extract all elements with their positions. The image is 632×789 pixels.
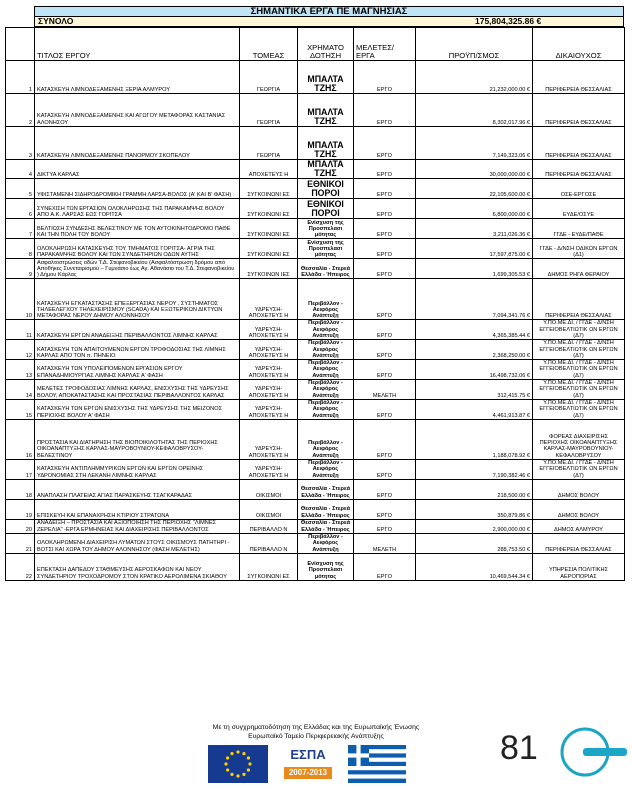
- table-row: [6, 199, 625, 219]
- cell-number: 1: [6, 61, 35, 94]
- cell-funding: Περιβάλλον - Αειφόρος Ανάπτυξη: [298, 320, 354, 340]
- cell-number: 7: [6, 219, 35, 239]
- table-row: [6, 499, 625, 519]
- cell-budget: 6,800,000.00 €: [416, 199, 533, 219]
- cell-study: ΕΡΓΟ: [354, 519, 416, 533]
- table-row: [6, 360, 625, 380]
- projects-table: [5, 27, 625, 581]
- cell-number: 2: [6, 94, 35, 127]
- cell-budget: 17,597,875.00 €: [416, 239, 533, 259]
- cell-budget: 22,105,600.00 €: [416, 179, 533, 199]
- cell-sector: ΥΔΡΕΥΣΗ- ΑΠΟΧΕΤΕΥΣ Η: [240, 459, 298, 479]
- cell-sector: ΑΠΟΧΕΤΕΥΣ Η: [240, 160, 298, 179]
- cell-owner: ΔΗΜΟΣ ΑΛΜΥΡΟΥ: [533, 519, 625, 533]
- cell-study: ΕΡΓΟ: [354, 419, 416, 459]
- cell-budget: 288,753.50 €: [416, 533, 533, 553]
- cell-funding: Θεσσαλία - Στερεά Ελλάδα - Ήπειρος: [298, 499, 354, 519]
- cell-number: 21: [6, 533, 35, 553]
- cell-owner: ΕΥΔΕ/ΟΣΥΕ: [533, 199, 625, 219]
- cell-funding: Ενίσχυση της Προσπελασι μότητας: [298, 219, 354, 239]
- cell-title: ΑΝΑΔΕΙΞΗ – ΠΡΟΣΤΑΣΙΑ ΚΑΙ ΑΞΙΟΠΟΙΗΣΗ ΤΗΣ ΠΕΡΙΟΧΗΣ "ΛΙΜΝΕΣ ΖΕΡΕΛΙΑ" -ΕΡΓΑ ΕΡΜΗΝΕΙΑΣ ΚΑΙ ΔΙΑΧΕΙΡΙΣΗΣ ΠΕΡΙΒΑΛΛΟΝΤΟΣ: [35, 519, 240, 533]
- cell-funding: Ενίσχυση της Προσπελασι μότητας: [298, 553, 354, 580]
- table-row: [6, 459, 625, 479]
- cell-number: 15: [6, 399, 35, 419]
- cell-title: ΚΑΤΑΣΚΕΥΗ ΛΙΜΝΟΔΕΞΑΜΕΝΗΣ ΠΑΝΟΡΜΟΥ ΣΚΟΠΕΛΟΥ: [35, 127, 240, 160]
- cell-owner: ΥΠΗΡΕΣΙΑ ΠΟΛΙΤΙΚΗΣ ΑΕΡΟΠΟΡΙΑΣ: [533, 553, 625, 580]
- espa-logo-name: ΕΣΠΑ: [290, 747, 326, 762]
- cell-owner: Υ.ΠΟ.ΜΕ.ΔΙ. / ΓΓΔΕ - Δ/ΝΣΗ ΕΓΓΕΙΟΒΕΛΤΙΩΤΙΚ ΩΝ ΕΡΓΩΝ (Δ7): [533, 360, 625, 380]
- cell-title: ΟΛΟΚΛΗΡΩΜΕΝΗ ΔΙΑΧΕΙΡΙΣΗ ΛΥΜΑΤΩΝ ΣΤΟΥΣ ΟΙΚΙΣΜΟΥΣ ΠΑΤΗΤΗΡΙ - ΒΟΤΣΙ ΚΑΙ ΧΩΡΑ ΤΟΥ ΔΗΜΟΥ ΑΛΟΝΝΗΣΟΥ (ΦΑΣΗ ΜΕΛΕΤΗΣ): [35, 533, 240, 553]
- cell-title: ΕΠΙΣΚΕΥΗ ΚΑΙ ΕΠΑΝΑΧΡΗΣΗ ΚΤΙΡΙΟΥ ΣΤΡΑΤΩΝΑ: [35, 499, 240, 519]
- cell-funding: Περιβάλλον - Αειφόρος Ανάπτυξη: [298, 399, 354, 419]
- cell-budget: 10,469,544.34 €: [416, 553, 533, 580]
- cell-funding: ΜΠΑΛΤΑ ΤΖΗΣ: [298, 127, 354, 160]
- cell-funding: ΜΠΑΛΤΑ ΤΖΗΣ: [298, 94, 354, 127]
- table-row: [6, 340, 625, 360]
- cell-funding: Θεσσαλία - Στερεά Ελλάδα - Ήπειρος: [298, 479, 354, 499]
- cell-title: ΚΑΤΑΣΚΕΥΗ ΤΩΝ ΑΠΑΙΤΟΥΜΕΝΩΝ ΕΡΓΩΝ ΤΡΟΦΟΔΟΣΙΑΣ ΤΗΣ ΛΙΜΝΗΣ ΚΑΡΛΑΣ ΑΠΟ ΤΟΝ π. ΠΗΝΕΙΟ: [35, 340, 240, 360]
- cell-number: 5: [6, 179, 35, 199]
- cell-title: Ασφαλτοστρώσεις οδών Τ.Δ. Στεφανοβικείου (Ασφαλτόστρωση δρόμου από Αποθήκες Συνεταιρισμού – Γυμνάσιο έως Αγ. Αθανάσιο του Τ.Δ. Στεφανοβικείου ) Δήμου Κάρλας: [35, 259, 240, 279]
- page-title: ΣΗΜΑΝΤΙΚΑ ΕΡΓΑ ΠΕ ΜΑΓΝΗΣΙΑΣ: [34, 6, 624, 17]
- cell-funding: Ενίσχυση της Προσπελασι μότητας: [298, 239, 354, 259]
- cell-study: ΜΕΛΕΤΗ: [354, 533, 416, 553]
- total-row: [34, 17, 624, 27]
- footer-logos: [208, 745, 408, 785]
- cell-number: 19: [6, 499, 35, 519]
- cell-title: ΠΡΟΣΤΑΣΙΑ ΚΑΙ ΔΙΑΤΗΡΗΣΗ ΤΗΣ ΒΙΟΠΟΙΚΙΛΟΤΗΤΑΣ ΤΗΣ ΠΕΡΙΟΧΗΣ ΟΙΚΟΑΝΑΠΤΥΞΗΣ ΚΑΡΛΑΣ-ΜΑΥΡΟΒΟΥΝΙΟΥ-ΚΕΦΑΛΟΒΡΥΣΟΥ-ΒΕΛΕΣΤΙΝΟΥ: [35, 419, 240, 459]
- cell-study: ΕΡΓΟ: [354, 179, 416, 199]
- cell-owner: ΔΗΜΟΣ ΒΟΛΟΥ: [533, 499, 625, 519]
- table-header-row: [6, 28, 625, 61]
- cell-budget: 30,000,000.00 €: [416, 160, 533, 179]
- cell-funding: Περιβάλλον - Αειφόρος Ανάπτυξη: [298, 459, 354, 479]
- table-row: [6, 519, 625, 533]
- cell-title: ΟΛΟΚΛΗΡΩΣΗ ΚΑΤΑΣΚΕΥΗΣ ΤΟΥ ΤΜΗΜΑΤΟΣ ΓΟΡΙΤΣΑ- ΑΓΡΙΑ ΤΗΣ ΠΑΡΑΚΑΜΨΗΣ ΒΟΛΟΥ ΚΑΙ ΤΩΝ ΣΥΝΔΕΤΗΡΙΩΝ ΟΔΩΝ ΑΥΤΗΣ: [35, 239, 240, 259]
- cell-budget: 8,302,017.96 €: [416, 94, 533, 127]
- espa-logo: [278, 745, 338, 783]
- cell-study: ΜΕΛΕΤΗ: [354, 380, 416, 400]
- cell-title: ΒΕΛΤΙΩΣΗ ΣΥΝΔΕΣΗΣ ΒΕΛΕΣΤΙΝΟΥ ΜΕ ΤΟΝ ΑΥΤΟΚΙΝΗΤΟΔΡΟΜΟ ΠΑΘΕ ΚΑΙ ΤΗΝ ΠΟΛΗ ΤΟΥ ΒΟΛΟΥ: [35, 219, 240, 239]
- cell-number: 17: [6, 459, 35, 479]
- espa-logo-years: 2007-2013: [284, 767, 332, 779]
- cell-title: ΚΑΤΑΣΚΕΥΗ ΤΩΝ ΕΡΓΩΝ ΕΝΙΣΧΥΣΗΣ ΤΗΣ ΥΔΡΕΥΣΗΣ ΤΗΣ ΜΕΙΖΟΝΟΣ ΠΕΡΙΟΧΗΣ ΒΟΛΟΥ Α' ΦΑΣΗ: [35, 399, 240, 419]
- cell-budget: 7,149,323.06 €: [416, 127, 533, 160]
- cell-number: 14: [6, 380, 35, 400]
- cell-sector: ΥΔΡΕΥΣΗ- ΑΠΟΧΕΤΕΥΣ Η: [240, 399, 298, 419]
- cell-owner: ΓΓΔΕ - Δ/ΝΣΗ ΟΔΙΚΩΝ ΕΡΓΩΝ (Δ1): [533, 239, 625, 259]
- table-row: [6, 127, 625, 160]
- table-row: [6, 259, 625, 279]
- cell-sector: ΓΕΩΡΓΙΑ: [240, 127, 298, 160]
- cell-owner: ΔΗΜΟΣ ΡΗΓΑ ΦΕΡΑΙΟΥ: [533, 259, 625, 279]
- cell-title: ΔΙΚΤΥΑ ΚΑΡΛΑΣ: [35, 160, 240, 179]
- cell-sector: ΥΔΡΕΥΣΗ- ΑΠΟΧΕΤΕΥΣ Η: [240, 340, 298, 360]
- cell-owner: ΦΟΡΕΑΣ ΔΙΑΧΕΙΡΙΣΗΣ ΠΕΡΙΟΧΗΣ ΟΙΚΟΑΝΑΠΤΥΞΗΣ ΚΑΡΛΑΣ-ΜΑΥΡΟΒΟΥΝΙΟΥ-ΚΕΦΑΛΟΒΡΥΣΟΥ: [533, 419, 625, 459]
- table-row: [6, 399, 625, 419]
- cell-study: ΕΡΓΟ: [354, 499, 416, 519]
- cell-study: ΕΡΓΟ: [354, 553, 416, 580]
- cell-budget: 21,232,000.00 €: [416, 61, 533, 94]
- cell-owner: ΠΕΡΙΦΕΡΕΙΑ ΘΕΣΣΑΛΙΑΣ: [533, 61, 625, 94]
- cell-owner: ΠΕΡΙΦΕΡΕΙΑ ΘΕΣΣΑΛΙΑΣ: [533, 94, 625, 127]
- table-row: [6, 219, 625, 239]
- table-row: [6, 61, 625, 94]
- cell-title: ΣΥΝΕΧΙΣΗ ΤΩΝ ΕΡΓΑΣΙΩΝ ΟΛΟΚΛΗΡΩΣΗΣ ΤΗΣ ΠΑΡΑΚΑΜΨΗΣ ΒΟΛΟΥ ΑΠΟ Α.Κ. ΛΑΡΣΑΣ ΕΩΣ ΓΟΡΙΤΣΑ: [35, 199, 240, 219]
- cell-owner: Υ.ΠΟ.ΜΕ.ΔΙ. / ΓΓΔΕ - Δ/ΝΣΗ ΕΓΓΕΙΟΒΕΛΤΙΩΤΙΚ ΩΝ ΕΡΓΩΝ (Δ7): [533, 340, 625, 360]
- cell-number: 12: [6, 340, 35, 360]
- cell-study: ΕΡΓΟ: [354, 199, 416, 219]
- cell-number: 16: [6, 419, 35, 459]
- cell-budget: 3,211,026.36 €: [416, 219, 533, 239]
- cell-study: ΕΡΓΟ: [354, 320, 416, 340]
- cell-study: ΕΡΓΟ: [354, 340, 416, 360]
- cell-owner: ΠΕΡΙΦΕΡΕΙΑ ΘΕΣΣΑΛΙΑΣ: [533, 533, 625, 553]
- cell-budget: 4,461,913.87 €: [416, 399, 533, 419]
- table-row: [6, 279, 625, 320]
- cell-budget: 4,365,385.44 €: [416, 320, 533, 340]
- cell-funding: ΜΠΑΛΤΑ ΤΖΗΣ: [298, 160, 354, 179]
- cell-owner: ΠΕΡΙΦΕΡΕΙΑ ΘΕΣΣΑΛΙΑΣ: [533, 279, 625, 320]
- cell-sector: ΓΕΩΡΓΙΑ: [240, 94, 298, 127]
- table-row: [6, 553, 625, 580]
- cell-number: 20: [6, 519, 35, 533]
- cell-sector: ΠΕΡΙΒΑΛΛΟ Ν: [240, 519, 298, 533]
- cell-funding: Περιβάλλον - Αειφόρος Ανάπτυξη: [298, 360, 354, 380]
- cell-sector: ΣΥΓΚΟΙΝΩΝΙ ΕΣ: [240, 553, 298, 580]
- footer-line-2: Ευρωπαϊκό Ταμείο Περιφερειακής Ανάπτυξης: [248, 732, 384, 740]
- cell-title: ΑΝΑΠΛΑΣΗ ΠΛΑΤΕΙΑΣ ΑΓΙΑΣ ΠΑΡΑΣΚΕΥΗΣ ΤΣΑΓΚΑΡΑΔΑΣ: [35, 479, 240, 499]
- cell-sector: ΣΥΓΚΟΙΝΩΝΙ ΕΣ: [240, 179, 298, 199]
- cell-funding: Θεσσαλία - Στερεά Ελλάδα - Ήπειρος: [298, 259, 354, 279]
- cell-budget: 1,699,305.53 €: [416, 259, 533, 279]
- cell-study: ΕΡΓΟ: [354, 279, 416, 320]
- cell-funding: Περιβάλλον - Αειφόρος Ανάπτυξη: [298, 380, 354, 400]
- table-row: [6, 419, 625, 459]
- cell-budget: 312,415.75 €: [416, 380, 533, 400]
- cell-budget: 2,368,250.00 €: [416, 340, 533, 360]
- cell-owner: Υ.ΠΟ.ΜΕ.ΔΙ. / ΓΓΔΕ - Δ/ΝΣΗ ΕΓΓΕΙΟΒΕΛΤΙΩΤΙΚ ΩΝ ΕΡΓΩΝ (Δ7): [533, 380, 625, 400]
- cell-sector: ΓΕΩΡΓΙΑ: [240, 61, 298, 94]
- cell-sector: ΠΕΡΙΒΑΛΛΟ Ν: [240, 533, 298, 553]
- cell-owner: Υ.ΠΟ.ΜΕ.ΔΙ. / ΓΓΔΕ - Δ/ΝΣΗ ΕΓΓΕΙΟΒΕΛΤΙΩΤΙΚ ΩΝ ΕΡΓΩΝ (Δ7): [533, 399, 625, 419]
- cell-owner: ΔΗΜΟΣ ΒΟΛΟΥ: [533, 479, 625, 499]
- table-row: [6, 179, 625, 199]
- cell-title: ΚΑΤΑΣΚΕΥΗ ΤΩΝ ΥΠΟΛΕΙΠΟΜΕΝΩΝ ΕΡΓΑΣΙΩΝ ΕΡΓΟΥ ΕΠΑΝΑΔΗΜΙΟΥΡΓΙΑΣ ΛΙΜΝΗΣ ΚΑΡΛΑΣ Α' ΦΑΣΗ: [35, 360, 240, 380]
- cell-budget: 16,498,732.06 €: [416, 360, 533, 380]
- cell-study: ΕΡΓΟ: [354, 479, 416, 499]
- cell-title: ΚΑΤΑΣΚΕΥΗ ΛΙΜΝΟΔΕΞΑΜΕΝΗΣ ΚΑΙ ΑΓΩΓΟΥ ΜΕΤΑΦΟΡΑΣ ΚΑΣΤΑΝΙΑΣ ΑΛΟΝΗΣΟΥ: [35, 94, 240, 127]
- cell-number: 13: [6, 360, 35, 380]
- cell-sector: ΥΔΡΕΥΣΗ- ΑΠΟΧΕΤΕΥΣ Η: [240, 419, 298, 459]
- cell-owner: Υ.ΠΟ.ΜΕ.ΔΙ. / ΓΓΔΕ - Δ/ΝΣΗ ΕΓΓΕΙΟΒΕΛΤΙΩΤΙΚ ΩΝ ΕΡΓΩΝ (Δ7): [533, 320, 625, 340]
- cell-sector: ΣΥΓΚΟΙΝΩΝΙ ΕΣ: [240, 219, 298, 239]
- cell-number: 9: [6, 259, 35, 279]
- eu-flag-icon: [208, 745, 268, 783]
- page-number: 81: [500, 729, 538, 767]
- cell-title: ΚΑΤΑΣΚΕΥΗ ΑΝΤΙΠΛΗΜΜΥΡΙΚΩΝ ΕΡΓΩΝ ΚΑΙ ΕΡΓΩΝ ΟΡΕΙΝΗΣ ΥΔΡΟΝΟΜΙΑΣ ΣΤΗ ΛΕΚΑΝΗ ΛΙΜΝΗΣ ΚΑΡΛΑΣ: [35, 459, 240, 479]
- cell-number: 22: [6, 553, 35, 580]
- cell-sector: ΥΔΡΕΥΣΗ- ΑΠΟΧΕΤΕΥΣ Η: [240, 279, 298, 320]
- cell-number: 8: [6, 239, 35, 259]
- table-row: [6, 94, 625, 127]
- table-row: [6, 533, 625, 553]
- cell-title: ΚΑΤΑΣΚΕΥΗ ΕΡΓΩΝ ΑΝΑΔΕΙΞΗΣ ΠΕΡΙΒΑΛΛΟΝΤΟΣ ΛΙΜΝΗΣ ΚΑΡΛΑΣ: [35, 320, 240, 340]
- cell-study: ΕΡΓΟ: [354, 459, 416, 479]
- cell-number: 18: [6, 479, 35, 499]
- header-number: [6, 28, 35, 61]
- cell-study: ΕΡΓΟ: [354, 259, 416, 279]
- cell-number: 3: [6, 127, 35, 160]
- cell-owner: ΠΕΡΙΦΕΡΕΙΑ ΘΕΣΣΑΛΙΑΣ: [533, 127, 625, 160]
- table-body: [6, 61, 625, 581]
- cell-budget: 350,879.86 €: [416, 499, 533, 519]
- cell-funding: Περιβάλλον - Αειφόρος Ανάπτυξη: [298, 419, 354, 459]
- table-row: [6, 320, 625, 340]
- table-row: [6, 380, 625, 400]
- cell-title: ΚΑΤΑΣΚΕΥΗ ΕΓΚΑΤΑΣΤΑΣΗΣ ΕΠΕΞΕΡΓΑΣΙΑΣ ΝΕΡΟΥ , ΣΥΣΤΗΜΑΤΟΣ ΤΗΛΕΕΛΕΓΧΟΥ ΤΗΛΕΧΕΙΡΙΣΜΟΥ (SCADA) ΚΑΙ ΕΞΩΤΕΡΙΚΩΝ ΔΙΚΤΥΩΝ ΜΕΤΑΦΟΡΑΣ ΝΕΡΟΥ ΔΗΜΟΥ ΑΛΟΝΝΗΣΟΥ: [35, 279, 240, 320]
- cell-sector: ΟΙΚΙΣΜΟΙ: [240, 479, 298, 499]
- cell-sector: ΣΥΓΚΟΙΝΩΝΙ ΕΣ: [240, 239, 298, 259]
- cell-funding: Περιβάλλον - Αειφόρος Ανάπτυξη: [298, 279, 354, 320]
- cell-funding: ΜΠΑΛΤΑ ΤΖΗΣ: [298, 61, 354, 94]
- cell-study: ΕΡΓΟ: [354, 239, 416, 259]
- cell-owner: Υ.ΠΟ.ΜΕ.ΔΙ. / ΓΓΔΕ - Δ/ΝΣΗ ΕΓΓΕΙΟΒΕΛΤΙΩΤΙΚ ΩΝ ΕΡΓΩΝ (Δ7): [533, 459, 625, 479]
- cell-number: 11: [6, 320, 35, 340]
- cell-owner: ΓΓΔΕ - ΕΥΔΕ/ΠΑΘΕ: [533, 219, 625, 239]
- cell-budget: 7,190,382.46 €: [416, 459, 533, 479]
- cell-funding: Περιβάλλον - Αειφόρος Ανάπτυξη: [298, 340, 354, 360]
- cell-sector: ΥΔΡΕΥΣΗ- ΑΠΟΧΕΤΕΥΣ Η: [240, 320, 298, 340]
- cell-funding: Θεσσαλία - Στερεά Ελλάδα - Ήπειρος: [298, 519, 354, 533]
- cell-funding: ΕΘΝΙΚΟΙ ΠΟΡΟΙ: [298, 179, 354, 199]
- header-sector: ΤΟΜΕΑΣ: [240, 28, 298, 61]
- cell-number: 6: [6, 199, 35, 219]
- cell-study: ΕΡΓΟ: [354, 61, 416, 94]
- table-row: [6, 479, 625, 499]
- header-title: ΤΙΤΛΟΣ ΕΡΓΟΥ: [35, 28, 240, 61]
- cell-study: ΕΡΓΟ: [354, 94, 416, 127]
- cell-study: ΕΡΓΟ: [354, 360, 416, 380]
- cell-funding: Περιβάλλον - Αειφόρος Ανάπτυξη: [298, 533, 354, 553]
- cell-title: ΥΦΙΣΤΑΜΕΝΗ ΣΙΔΗΡΟΔΡΟΜΙΚΗ ΓΡΑΜΜΗ ΛΑΡΣΑ-ΒΟΛΟΣ (Α' ΚΑΙ Β' ΦΑΣΗ): [35, 179, 240, 199]
- cell-title: ΕΠΕΚΤΑΣΗ ΔΑΠΕΔΟΥ ΣΤΑΘΜΕΥΣΗΣ ΑΕΡΟΣΚΑΦΩΝ ΚΑΙ ΝΕΟΥ ΣΥΝΔΕΤΗΡΙΟΥ ΤΡΟΧΟΔΡΟΜΟΥ ΣΤΟΝ ΚΡΑΤΙΚΟ ΑΕΡΟΛΙΜΕΝΑ ΣΚΙΑΘΟΥ: [35, 553, 240, 580]
- header-owner: ΔΙΚΑΙΟΥΧΟΣ: [533, 28, 625, 61]
- header-funding: ΧΡΗΜΑΤΟ ΔΟΤΗΣΗ: [298, 28, 354, 61]
- footer-line-1: Με τη συγχρηματοδότηση της Ελλάδας και της Ευρωπαϊκής Ένωσης: [212, 724, 420, 731]
- table-row: [6, 239, 625, 259]
- total-value: 175,804,325.86 €: [475, 16, 542, 26]
- cell-sector: ΥΔΡΕΥΣΗ- ΑΠΟΧΕΤΕΥΣ Η: [240, 360, 298, 380]
- cell-sector: ΥΔΡΕΥΣΗ- ΑΠΟΧΕΤΕΥΣ Η: [240, 380, 298, 400]
- cell-owner: ΟΣΕ-ΕΡΓΟΣΕ: [533, 179, 625, 199]
- cell-budget: 218,500.00 €: [416, 479, 533, 499]
- cell-study: ΕΡΓΟ: [354, 399, 416, 419]
- cell-sector: ΣΥΓΚΟΙΝΩΝ ΙΕΣ: [240, 259, 298, 279]
- cell-funding: ΕΘΝΙΚΟΙ ΠΟΡΟΙ: [298, 199, 354, 219]
- cell-sector: ΣΥΓΚΟΙΝΩΝΙ ΕΣ: [240, 199, 298, 219]
- greek-flag-icon: [348, 745, 406, 783]
- cell-title: ΚΑΤΑΣΚΕΥΗ ΛΙΜΝΟΔΕΞΑΜΕΝΗΣ ΞΕΡΙΑ ΑΛΜΥΡΟΥ: [35, 61, 240, 94]
- cell-number: 4: [6, 160, 35, 179]
- cell-number: 10: [6, 279, 35, 320]
- cell-study: ΕΡΓΟ: [354, 219, 416, 239]
- cell-sector: ΟΙΚΙΣΜΟΙ: [240, 499, 298, 519]
- cell-budget: 2,900,000.00 €: [416, 519, 533, 533]
- cell-title: ΜΕΛΕΤΕΣ ΤΡΟΦΟΔΟΣΙΑΣ ΛΙΜΝΗΣ ΚΑΡΛΑΣ, ΕΝΙΣΧΥΣΗΣ ΤΗΣ ΥΔΡΕΥΣΗΣ ΒΟΛΟΥ, ΑΠΟΚΑΤΑΣΤΑΣΗΣ ΚΑΙ ΠΡΟΣΤΑΣΙΑΣ ΠΕΡΙΒΑΛΛΟΝΤΟΣ ΚΑΡΛΑΣ: [35, 380, 240, 400]
- cell-budget: 1,188,078.92 €: [416, 419, 533, 459]
- brand-circle-icon: [555, 722, 627, 782]
- header-budget: ΠΡΟΫΠ/ΣΜΟΣ: [416, 28, 533, 61]
- table-row: [6, 160, 625, 179]
- cell-budget: 7,094,341.76 €: [416, 279, 533, 320]
- total-label: ΣΥΝΟΛΟ: [38, 16, 74, 26]
- cell-study: ΕΡΓΟ: [354, 127, 416, 160]
- cell-study: ΕΡΓΟ: [354, 160, 416, 179]
- header-study: ΜΕΛΕΤΕΣ/ ΕΡΓΑ: [354, 28, 416, 61]
- cell-owner: ΠΕΡΙΦΕΡΕΙΑ ΘΕΣΣΑΛΙΑΣ: [533, 160, 625, 179]
